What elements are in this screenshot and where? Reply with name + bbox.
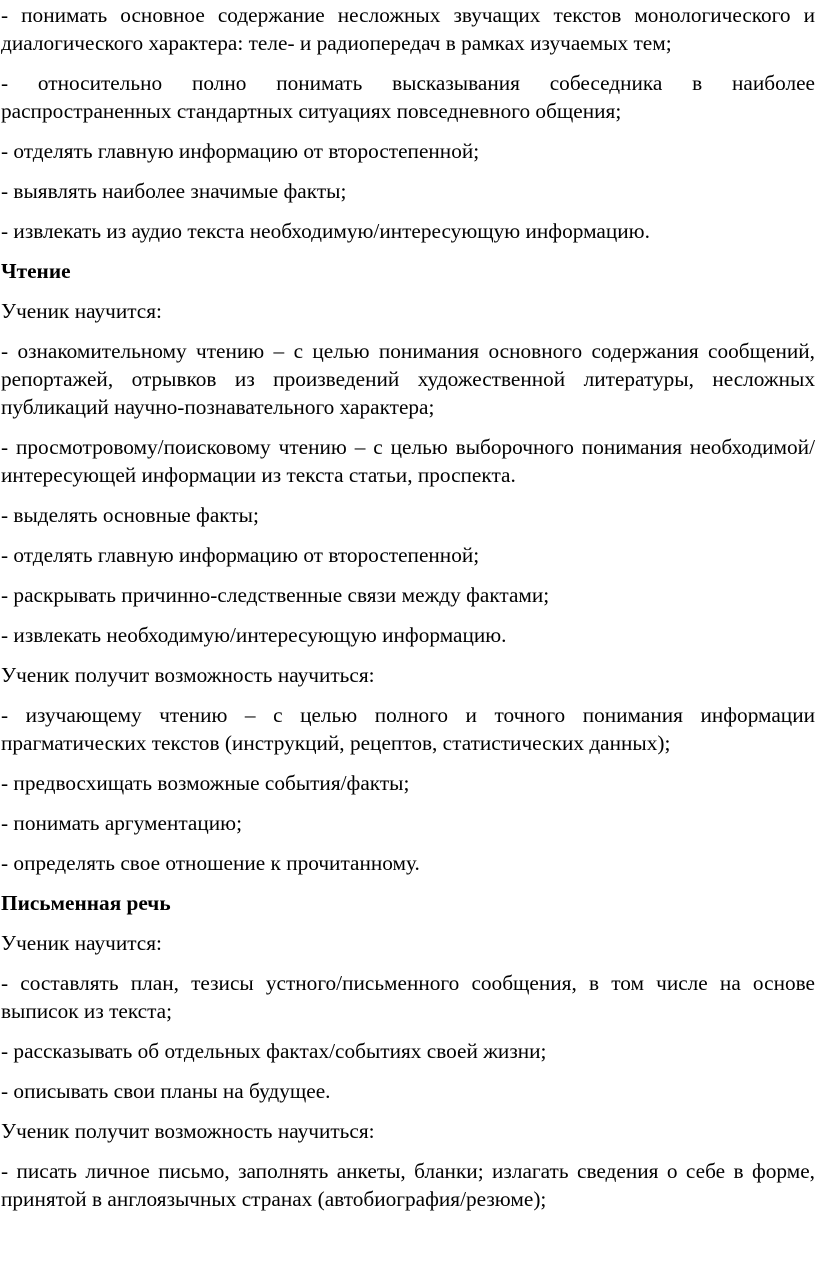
paragraph-writing-future-plans: - описывать свои планы на будущее. (1, 1079, 331, 1103)
paragraph-writing-student-may-learn: Ученик получит возможность научиться: (1, 1119, 375, 1143)
paragraph-reading-argumentation: - понимать аргументацию; (1, 811, 243, 835)
paragraph-reading-study: - изучающему чтению – с целью полного и точного понимания информации прагматических текстов (инструкций, рецептов, статистических данных); (1, 703, 815, 755)
paragraph-reading-scanning: - просмотровому/поисковому чтению – с целью выборочного понимания необходимой/интересующей информации из текста статьи, проспекта. (1, 435, 815, 487)
paragraph-reading-main-facts: - выделять основные факты; (1, 503, 259, 527)
paragraph-reading-student-may-learn: Ученик получит возможность научиться: (1, 663, 375, 687)
paragraph-reading-extract-info: - извлекать необходимую/интересующую информацию. (1, 623, 507, 647)
paragraph-writing-personal-letter: - писать личное письмо, заполнять анкеты, бланки; излагать сведения о себе в форме, принятой в англоязычных странах (автобиография/резюме); (1, 1159, 815, 1211)
paragraph-reading-familiarization: - ознакомительному чтению – с целью понимания основного содержания сообщений, репортажей, отрывков из произведений художественной литературы, несложных публикаций научно-познавательного характера; (1, 339, 815, 419)
paragraph-listening-extract-info: - извлекать из аудио текста необходимую/интересующую информацию. (1, 219, 650, 243)
paragraph-reading-student-will-learn: Ученик научится: (1, 299, 162, 323)
paragraph-listening-key-facts: - выявлять наиболее значимые факты; (1, 179, 347, 203)
paragraph-listening-separate-info: - отделять главную информацию от второстепенной; (1, 139, 480, 163)
paragraph-writing-life-events: - рассказывать об отдельных фактах/событиях своей жизни; (1, 1039, 547, 1063)
paragraph-listening-main-content: - понимать основное содержание несложных звучащих текстов монологического и диалогического характера: теле- и радиопередач в рамках изучаемых тем; (1, 3, 815, 55)
paragraph-reading-separate-info: - отделять главную информацию от второстепенной; (1, 543, 480, 567)
paragraph-listening-interlocutor: - относительно полно понимать высказывания собеседника в наиболее распространенных стандартных ситуациях повседневного общения; (1, 71, 815, 123)
paragraph-writing-plan: - составлять план, тезисы устного/письменного сообщения, в том числе на основе выписок из текста; (1, 971, 815, 1023)
paragraph-reading-anticipate: - предвосхищать возможные события/факты; (1, 771, 410, 795)
paragraph-reading-attitude: - определять свое отношение к прочитанному. (1, 851, 420, 875)
section-heading-reading: Чтение (1, 259, 71, 283)
section-heading-writing: Письменная речь (1, 891, 171, 915)
paragraph-writing-student-will-learn: Ученик научится: (1, 931, 162, 955)
paragraph-reading-cause-effect: - раскрывать причинно-следственные связи между фактами; (1, 583, 550, 607)
